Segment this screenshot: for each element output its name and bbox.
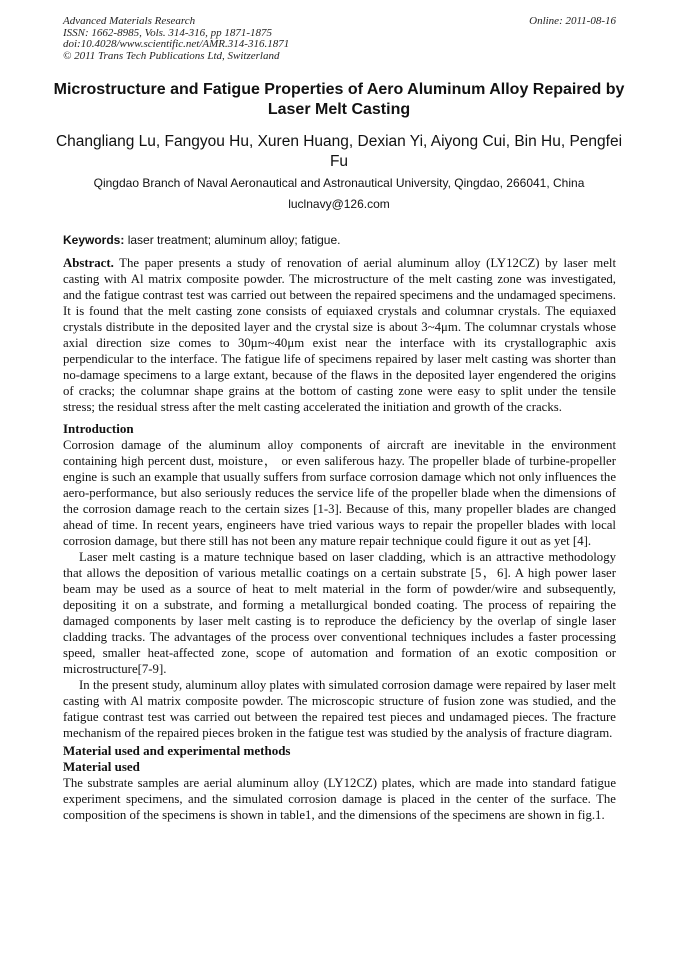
paper-body xyxy=(63,255,616,823)
contact-email[interactable]: luclnavy@126.com xyxy=(288,197,390,211)
doi-line: doi:10.4028/www.scientific.net/AMR.314-316.1871 xyxy=(63,38,290,50)
affiliation: Qingdao Branch of Naval Aeronautical and Astronautical University, Qingdao, 266041, China xyxy=(93,176,585,190)
keywords xyxy=(63,233,616,248)
abstract-label: Abstract. xyxy=(63,256,114,270)
introduction-paragraph-2: Laser melt casting is a mature technique based on laser cladding, which is an attractive methodology that allows the deposition of various metallic coatings on a certain substrate [5，6]. A high power laser beam may be used as a source of heat to melt material in the form of powder/wire and subsequently, depositing it on a substrate, and forming a metallurgical bonded coating. The process of repairing the damaged components by laser melt casting is to reproduce the deficiency by the overlap of single laser cladding tracks. The advantages of the process over conventional techniques includes a faster processing speed, smaller heat-affected zone, scope of automation and formation of an exotic composition or microstructure[7-9]. xyxy=(63,550,616,676)
paper-title: Microstructure and Fatigue Properties of Aero Aluminum Alloy Repaired by Laser Melt Casting xyxy=(53,81,625,118)
journal-name: Advanced Materials Research xyxy=(63,15,196,27)
material-used-paragraph: The substrate samples are aerial aluminum alloy (LY12CZ) plates, which are made into standard fatigue experiment specimens, and the simulated corrosion damage is placed in the center of the surface. The composition of the specimens is shown in table1, and the dimensions of the specimens are shown in fig.1. xyxy=(63,776,616,822)
issn-line: ISSN: 1662-8985, Vols. 314-316, pp 1871-1875 xyxy=(63,26,272,39)
abstract xyxy=(63,255,616,415)
abstract-text: The paper presents a study of renovation of aerial aluminum alloy (LY12CZ) by laser melt casting with Al matrix composite powder. The microstructure of the melt casting zone was investigated, and the fatigue contrast test was carried out between the repaired specimens and the undamaged specimens. It is found that the melt casting zone consists of equiaxed crystals and columnar crystals. The equiaxed crystals distribute in the deposited layer and the crystal size is about 3~4μm. The columnar crystals whose axial direction size comes to 30μm~40μm exist near the interface with its crystallographic axis perpendicular to the interface. The fatigue life of specimens repaired by laser melt casting was shorter than no-damage specimens to a large extant, because of the flaws in the deposited layer engendered the origins of cracks; the columnar shape grains at the bottom of casting zone were easy to split under the tensile stress; the residual stress after the melt casting accelerated the initiation and growth of the cracks. xyxy=(63,256,616,414)
introduction-paragraph-3: In the present study, aluminum alloy plates with simulated corrosion damage were repaired by laser melt casting with Al matrix composite powder. The microscopic structure of fusion zone was studied, and the fatigue contrast test was carried out between the repaired test pieces and undamaged pieces. The fracture mechanism of the repaired pieces broken in the fatigue test was studied by the analysis of fracture diagram. xyxy=(63,678,616,740)
methods-heading: Material used and experimental methods xyxy=(63,743,291,758)
introduction-heading: Introduction xyxy=(63,421,134,436)
introduction-paragraph-1: Corrosion damage of the aluminum alloy components of aircraft are inevitable in the environment containing high percent dust, moisture， or even saliferous hazy. The propeller blade of turbine-propeller engine is such an example that usually suffers from surface corrosion damage which not only influences the aero-performance, but also seriously reduces the service life of the propeller blade when the dimensions of the corrosion damage reach to the certain sizes [1-3]. Because of this, many propeller blades are changed ahead of time. In recent years, engineers have tried various ways to repair the propeller blades with local corrosion damage, but there still has not been any mature repair technique could figure it out as yet [4]. xyxy=(63,438,616,548)
author-list: Changliang Lu, Fangyou Hu, Xuren Huang, Dexian Yi, Aiyong Cui, Bin Hu, Pengfei Fu xyxy=(55,133,623,170)
online-date: Online: 2011-08-16 xyxy=(529,15,616,27)
copyright-line: © 2011 Trans Tech Publications Ltd, Switzerland xyxy=(63,49,280,62)
material-used-subheading: Material used xyxy=(63,759,140,774)
page-header xyxy=(63,16,616,62)
keywords-text: laser treatment; aluminum alloy; fatigue. xyxy=(124,233,341,247)
keywords-label: Keywords: xyxy=(63,233,125,247)
